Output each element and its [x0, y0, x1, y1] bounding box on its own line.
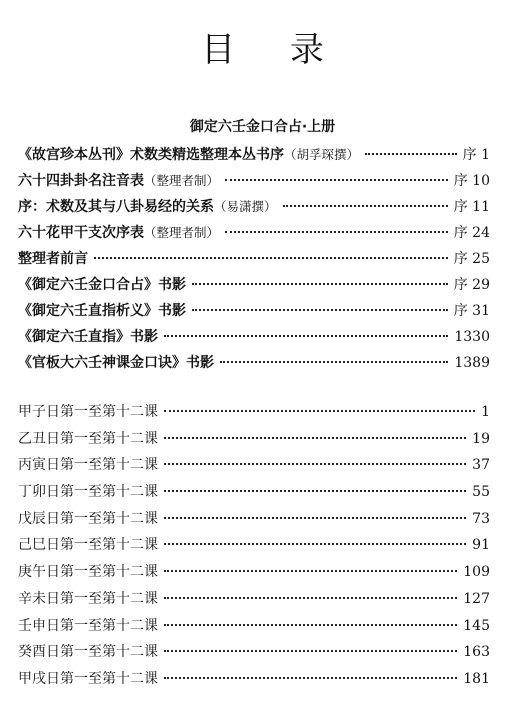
toc-entry-chapter-5[interactable] [18, 506, 490, 533]
page-number: 序 29 [453, 277, 490, 293]
dot-leader [164, 675, 457, 679]
toc-entry-front-2[interactable] [18, 168, 490, 194]
entry-title: 壬申日第一至第十二课 [18, 617, 158, 634]
page-number: 127 [463, 590, 490, 607]
entry-title: 甲子日第一至第十二课 [18, 404, 158, 420]
page-number: 181 [463, 670, 490, 687]
toc-entry-front-1[interactable] [18, 142, 490, 168]
toc-entry-chapter-6[interactable] [18, 532, 490, 559]
page-number: 序 31 [453, 303, 490, 319]
dot-leader [164, 541, 466, 545]
front-matter-list [18, 142, 490, 376]
entry-title: 丙寅日第一至第十二课 [18, 457, 158, 474]
page-number: 19 [472, 430, 490, 447]
dot-leader [164, 488, 466, 492]
page-number: 55 [472, 484, 490, 501]
entry-note: （整理者制） [144, 173, 220, 188]
entry-title: 六十花甲干支次序表 [18, 225, 144, 241]
toc-entry-front-8[interactable] [18, 324, 490, 350]
entry-title: 己巳日第一至第十二课 [18, 537, 158, 554]
dot-leader [283, 203, 448, 207]
entry-title: 六十四卦卦名注音表 [18, 173, 144, 189]
toc-entry-chapter-9[interactable] [18, 613, 490, 640]
toc-entry-chapter-3[interactable] [18, 452, 490, 479]
entry-title: 戊辰日第一至第十二课 [18, 510, 158, 527]
entry-title: 乙丑日第一至第十二课 [18, 430, 158, 447]
page-number: 序 10 [453, 173, 490, 189]
dot-leader [225, 229, 448, 233]
toc-entry-chapter-7[interactable] [18, 559, 490, 586]
entry-title: 序：术数及其与八卦易经的关系 [18, 199, 214, 215]
dot-leader [164, 595, 457, 599]
page-number: 73 [472, 510, 490, 527]
toc-entry-front-6[interactable] [18, 272, 490, 298]
dot-leader [164, 461, 466, 465]
page-number: 145 [463, 617, 490, 634]
page-number: 109 [463, 564, 490, 581]
toc-entry-chapter-1[interactable] [18, 399, 490, 426]
entry-title: 庚午日第一至第十二课 [18, 564, 158, 581]
entry-note: （易潇撰） [214, 199, 277, 214]
toc-entry-front-7[interactable] [18, 298, 490, 324]
dot-leader [192, 281, 448, 285]
dot-leader [225, 177, 448, 181]
dot-leader [164, 648, 457, 652]
toc-entry-chapter-11[interactable] [18, 666, 490, 693]
page-number: 序 25 [453, 251, 490, 267]
dot-leader [220, 359, 448, 363]
toc-entry-chapter-8[interactable] [18, 586, 490, 613]
dot-leader [164, 515, 466, 519]
toc-entry-front-4[interactable] [18, 220, 490, 246]
page-number: 序 1 [462, 147, 490, 163]
entry-note: （胡孚琛撰） [284, 147, 360, 162]
page-number: 序 24 [453, 225, 490, 241]
dot-leader [164, 568, 457, 572]
section-heading: 御定六壬金口合占·上册 [189, 119, 336, 135]
toc-entry-front-9[interactable] [18, 350, 490, 376]
page-number: 序 11 [453, 199, 490, 215]
toc-entry-chapter-2[interactable] [18, 426, 490, 453]
entry-title: 整理者前言 [18, 251, 88, 267]
entry-title: 《故宫珍本丛刊》术数类精选整理本丛书序 [18, 147, 284, 163]
dot-leader [94, 255, 448, 259]
toc-entry-front-3[interactable] [18, 194, 490, 220]
dot-leader [164, 435, 466, 439]
page-number: 1389 [454, 355, 490, 371]
entry-note: （整理者制） [144, 225, 220, 240]
entry-title: 《御定六壬直指析义》书影 [18, 303, 186, 319]
page-number: 1330 [454, 329, 490, 345]
entry-title: 辛未日第一至第十二课 [18, 590, 158, 607]
dot-leader [192, 307, 448, 311]
toc-entry-chapter-4[interactable] [18, 479, 490, 506]
page-number: 37 [472, 457, 490, 474]
chapter-list [18, 399, 490, 693]
page-number: 1 [481, 404, 490, 420]
entry-title: 《官板大六壬神课金口诀》书影 [18, 355, 214, 371]
dot-leader [164, 622, 457, 626]
dot-leader [365, 151, 457, 155]
toc-entry-front-5[interactable] [18, 246, 490, 272]
toc-entry-chapter-10[interactable] [18, 639, 490, 666]
page-number: 91 [472, 537, 490, 554]
entry-title: 癸酉日第一至第十二课 [18, 644, 158, 661]
entry-title: 丁卯日第一至第十二课 [18, 484, 158, 501]
page-title: 目 录 [201, 30, 346, 70]
dot-leader [164, 408, 475, 412]
entry-title: 《御定六壬金口合占》书影 [18, 277, 186, 293]
dot-leader [164, 333, 448, 337]
entry-title: 甲戌日第一至第十二课 [18, 670, 158, 687]
entry-title: 《御定六壬直指》书影 [18, 329, 158, 345]
page-number: 163 [463, 644, 490, 661]
